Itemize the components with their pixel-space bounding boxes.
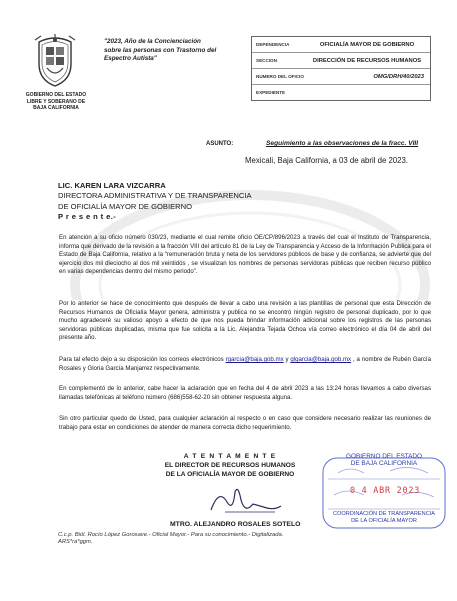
body-paragraph: Por lo anterior se hace de conocimiento que después de llevar a cabo una revisión a las plantillas de personal que esta Dirección de Recursos Humanos de Oficialía Mayor genera, administra y publica no se encontró ningún registro de personal duplicado, por lo que mucho agradeceré su valioso apoyo a efecto de que nos pueda brindar información adicional sobre los registros de las personas servidoras públicas duplicadas, misma que fue solicita a la Lic. Alejandra Tejada Ochoa vía correo electrónico el día 04 de abril del presente año. <box>59 300 431 341</box>
closing: A T E N T A M E N T E <box>183 453 277 460</box>
email-link[interactable]: glgarcia@baja.gob.mx <box>290 356 352 363</box>
motto-line: "2023, Año de la Concienciación <box>104 38 201 45</box>
expediente-row <box>252 85 430 100</box>
gov-line: LIBRE Y SOBERANO DE <box>26 98 86 105</box>
place-date: Mexicali, Baja California, a 03 de abril de 2023. <box>245 156 408 165</box>
signer-role: DE LA OFICIALÍA MAYOR DE GOBIERNO <box>165 471 295 478</box>
asunto-label: ASUNTO: <box>206 141 234 147</box>
ccp-initials: ARS*ra*ggm. <box>58 539 93 546</box>
seccion-row <box>252 53 430 69</box>
motto-line: sobre las personas con Trastorno del <box>104 46 217 54</box>
dependencia-label: DEPENDENCIA <box>256 42 290 47</box>
numero-row <box>252 69 430 85</box>
paragraph-text: y <box>283 356 291 363</box>
reference-box <box>251 36 431 101</box>
paragraph-text: Para tal efecto dejo a su disposición los correos electrónicos <box>59 356 226 363</box>
stamp-office <box>320 511 448 524</box>
stamp-line: DE BAJA CALIFORNIA <box>350 460 418 468</box>
handwritten-signature-icon <box>205 482 285 516</box>
body-paragraph: En complementó de lo anterior, cabe hacer la aclaración que en fecha del 4 de abril 2023 a las 13:24 horas llevamos a cabo diversas llamadas telefónicas al teléfono número (686)558-62-20 sin obtener respuesta alguna. <box>59 385 431 401</box>
signer-name: MTRO. ALEJANDRO ROSALES SOTELO <box>170 521 301 528</box>
dependencia-row <box>252 37 430 53</box>
numero-value: OMG/DRH/40/2023 <box>373 73 424 80</box>
recipient-name: LIC. KAREN LARA VIZCARRA <box>58 181 166 190</box>
recipient-title: DIRECTORA ADMINISTRATIVA Y DE TRANSPARENCIA <box>58 191 252 201</box>
carbon-copy <box>58 532 283 547</box>
state-coat-of-arms-icon <box>33 34 77 88</box>
stamp-government <box>323 453 445 468</box>
stamp-date: 0 4 ABR 2023 <box>349 485 421 495</box>
body-paragraph: En atención a su oficio número 030/23, mediante el cual remite oficio OE/CP/896/2023 a través del cual el Instituto de Transparencia, informa que derivado de la revisión a la fracción VIII del artículo 81 de la Ley de Transparencia y Acceso de la Información Publica para el Estado de Baja California, relativo a la “remuneración bruta y neta de los servidores públicos de base y de confianza, se advierte que del ejercicio dos mil dieciocho al dos mil veintidós , se visualizan los nombres de personas servidoras públicas que reciben recurso público en varias dependencias dentro del mismo periodo”. <box>59 234 431 275</box>
asunto-value: Seguimiento a las observaciones de la fracc. VIII <box>266 140 419 147</box>
recipient-title: DE OFICIALÍA MAYOR DE GOBIERNO <box>58 201 193 211</box>
expediente-label: EXPEDIENTE <box>256 90 286 95</box>
signer-role: EL DIRECTOR DE RECURSOS HUMANOS <box>164 462 296 469</box>
body-paragraph: Sin otro particular quedo de Usted, para cualquier aclaración al respecto o en caso que considere necesario realizar las reuniones de trabajo para estar en condiciones de atender de manera correcta dicho requerimiento. <box>59 415 431 431</box>
stamp-line: GOBIERNO DEL ESTADO <box>346 453 422 460</box>
gov-line: BAJA CALIFORNIA <box>33 105 79 112</box>
signature-block <box>150 452 310 479</box>
motto-line: Espectro Autista" <box>104 55 157 63</box>
ccp-line: C.c.p. Biól. Rocío López Gorosave.- Oficial Mayor.- Para su conocimiento.- Digitalizada. <box>58 532 284 538</box>
paragraph-text: , a nombre de Rubén García Rosales y Gloria García Manjarrez respectivamente. <box>59 356 431 372</box>
seccion-label: SECCION <box>256 58 277 63</box>
gov-line: GOBIERNO DEL ESTADO <box>25 92 87 98</box>
greeting: P r e s e n t e.- <box>58 212 117 222</box>
year-motto <box>104 38 232 64</box>
numero-label: NUMERO DEL OFICIO <box>256 74 304 79</box>
email-link[interactable]: rgarcia@baja.gob.mx <box>225 356 284 363</box>
seccion-value: DIRECCIÓN DE RECURSOS HUMANOS <box>312 57 422 64</box>
recipient-block <box>58 181 252 223</box>
government-name <box>14 92 98 112</box>
stamp-line: DE LA OFICIALÍA MAYOR <box>351 517 417 524</box>
dependencia-value: OFICIALÍA MAYOR DE GOBIERNO <box>319 41 415 48</box>
body-paragraph <box>59 356 431 373</box>
stamp-line: COORDINACIÓN DE TRANSPARENCIA <box>332 511 436 517</box>
